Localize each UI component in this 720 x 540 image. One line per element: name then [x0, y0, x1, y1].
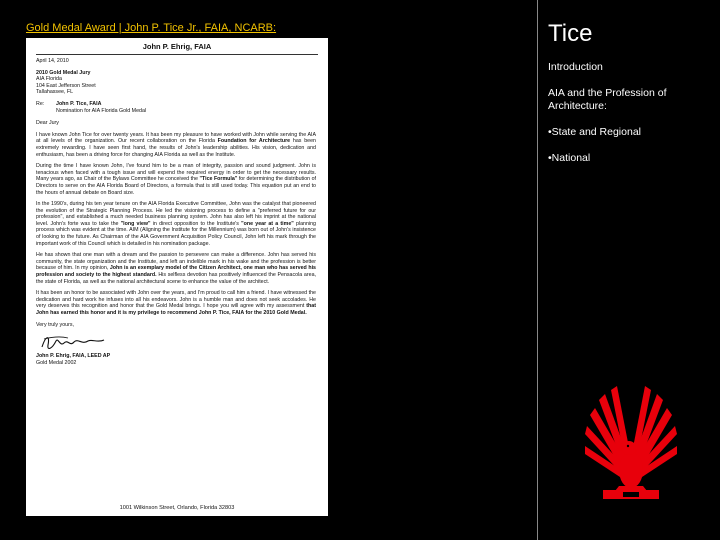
letterhead: John P. Ehrig, FAIA	[142, 42, 212, 51]
letter-date: April 14, 2010	[36, 58, 69, 64]
paragraph-2: During the time I have known John, I've found him to be a man of integrity, passion and sound judgment. John is tenacious when faced with a tough issue and will expend the required energy in order to get the necessary results. Many years ago, as Chair of the Bylaws Committee he conceived the "Tice Formula" for determining the distribution of Directors to serve on the AIA Florida Board of Directors, a formula that is still used today. This equation put an end to the hours of annual debate on Board size.	[36, 163, 316, 196]
signature-icon	[38, 333, 108, 353]
letter-document	[26, 38, 328, 516]
outline-list	[548, 61, 713, 178]
salutation: Dear Jury	[36, 120, 59, 127]
panel-title: Tice	[548, 20, 593, 47]
paragraph-4: He has shown that one man with a dream and the passion to persevere can make a difference. John has served his community, the state organization and the Institute, and left an indelible mark in his wake and the profession is better because of him. In my opinion, John is an exemplary model of the Citizen Architect, one man who has served his profession and society to the highest standard. His selfless devotion has positively influenced the Pensacola area, the state of Florida, as well as the national architectural scene to enhance the value of the architect.	[36, 252, 316, 285]
signer-block: John P. Ehrig, FAIA, LEED AP Gold Medal 2002	[36, 353, 111, 366]
paragraph-1: I have known John Tice for over twenty years. It has been my pleasure to have worked with John while serving the AIA at all levels of the organization. Our recent collaboration on the Florida Foundation for Architecture has been extremely rewarding. I have seen first hand, the results of John's leadership abilities. His vision, dedication and enthusiasm, has been a driving force for changing AIA Florida as well as the Institute.	[36, 131, 316, 158]
aia-eagle-icon	[583, 378, 679, 508]
outline-item-introduction[interactable]: Introduction	[548, 61, 603, 73]
letterhead-rule	[36, 54, 318, 55]
paragraph-3: In the 1990's, during his ten year tenure on the AIA Florida Executive Committee, John was the catalyst that pioneered the evolution of the Strategic Planning Process. He led the visioning process to define a "preferred future for our profession", and established a much needed business planning system. John has also left his imprint at the national level. John's forte was to take the "long view" in direct opposition to the Institute's "one year at a time" planning process which was evident at the time. AIM (Aligning the Institute for the Millennium) was born out of John's insistence of looking to the future. As Chairman of the AIA Government Acquisition Policy Council, John left his mark through the important work of this Council which is detailed in his nomination package.	[36, 201, 317, 247]
letter-body	[36, 58, 316, 371]
outline-item-state-regional[interactable]: •State and Regional	[548, 126, 641, 138]
paragraph-5: It has been an honor to be associated with John over the years, and I'm proud to call him a friend. I have witnessed the dedication and hard work he infuses into all his endeavors. John is a humble man and does not seek accolades. He very deserves this recognition and honor that the Gold Medal brings. I hope you will agree with my assessment that John has earned this honor and it is my privilege to recommend John P. Tice, FAIA for the 2010 Gold Medal.	[36, 290, 316, 316]
slide-title-link[interactable]: Gold Medal Award | John P. Tice Jr., FAIA, NCARB:	[26, 22, 277, 34]
recipient-block: 2010 Gold Medal Jury AIA Florida 104 East Jefferson Street Tallahassee, FL	[36, 69, 96, 96]
subject-line: Re: John P. Tice, FAIA Nomination for AIA Florida Gold Medal	[36, 100, 147, 114]
closing: Very truly yours,	[36, 321, 74, 328]
letter-footer-address: 1001 Wilkinson Street, Orlando, Florida 32803	[119, 505, 235, 512]
outline-item-aia-profession[interactable]: AIA and the Profession of Architecture:	[548, 87, 667, 112]
panel-divider	[537, 0, 538, 540]
outline-item-national[interactable]: •National	[548, 152, 591, 164]
